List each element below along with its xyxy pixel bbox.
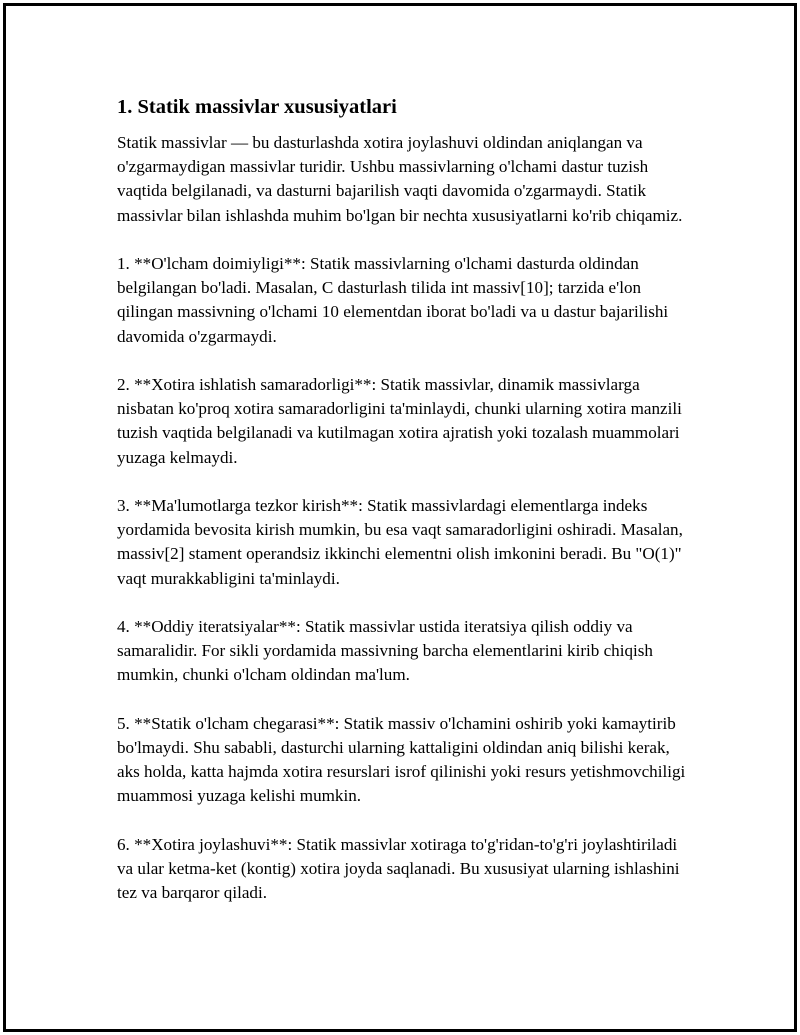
intro-paragraph: Statik massivlar — bu dasturlashda xotira joylashuvi oldindan aniqlangan va o'zgarmaydigan massivlar turidir. Ushbu massivlarning o'lchami dastur tuzish vaqtida belgilanadi, va dasturni bajarilish vaqti davomida o'zgarmaydi. Statik massivlar bilan ishlashda muhim bo'lgan bir nechta xususiyatlarni ko'rib chiqamiz. bbox=[117, 133, 683, 225]
property-size-constancy: 1. **O'lcham doimiyligi**: Statik massivlarning o'lchami dasturda oldindan belgilangan bo'ladi. Masalan, C dasturlash tilida int massiv[10]; tarzida e'lon qilingan massivning o'lchami 10 elementdan iborat bo'ladi va u dastur bajarilishi davomida o'zgarmaydi. bbox=[117, 254, 669, 346]
property-fast-access: 3. **Ma'lumotlarga tezkor kirish**: Statik massivlardagi elementlarga indeks yordamida bevosita kirish mumkin, bu esa vaqt samaradorligini oshiradi. Masalan, massiv[2] stament operandsiz ikkinchi elementni olish imkonini beradi. Bu "O(1)" vaqt murakkabligini ta'minlaydi. bbox=[117, 496, 683, 588]
property-simple-iteration: 4. **Oddiy iteratsiyalar**: Statik massivlar ustida iteratsiya qilish oddiy va samaralidir. For sikli yordamida massivning barcha elementlarini kirib chiqish mumkin, chunki o'lcham oldindan ma'lum. bbox=[117, 617, 653, 685]
property-memory-layout: 6. **Xotira joylashuvi**: Statik massivlar xotiraga to'g'ridan-to'g'ri joylashtiriladi va ular ketma-ket (kontig) xotira joyda saqlanadi. Bu xususiyat ularning ishlashini tez va barqaror qiladi. bbox=[117, 834, 680, 903]
property-memory-efficiency: 2. **Xotira ishlatish samaradorligi**: Statik massivlar, dinamik massivlarga nisbatan ko'proq xotira samaradorligini ta'minlaydi, chunki ularning xotira manzili tuzish vaqtida belgilanadi va kutilmagan xotira ajratish yoki tozalash muammolari yuzaga kelmaydi. bbox=[117, 375, 682, 467]
property-static-size-limit: 5. **Statik o'lcham chegarasi**: Statik massiv o'lchamini oshirib yoki kamaytirib bo'lmaydi. Shu sababli, dasturchi ularning kattaligini oldindan aniq bilishi kerak, aks holda, katta hajmda xotira resurslari isrof qilinishi yoki resurs yetishmovchiligi muammosi yuzaga kelishi mumkin. bbox=[117, 713, 686, 806]
section-heading: 1. Statik massivlar xususiyatlari bbox=[117, 96, 397, 118]
document-body bbox=[117, 93, 692, 930]
